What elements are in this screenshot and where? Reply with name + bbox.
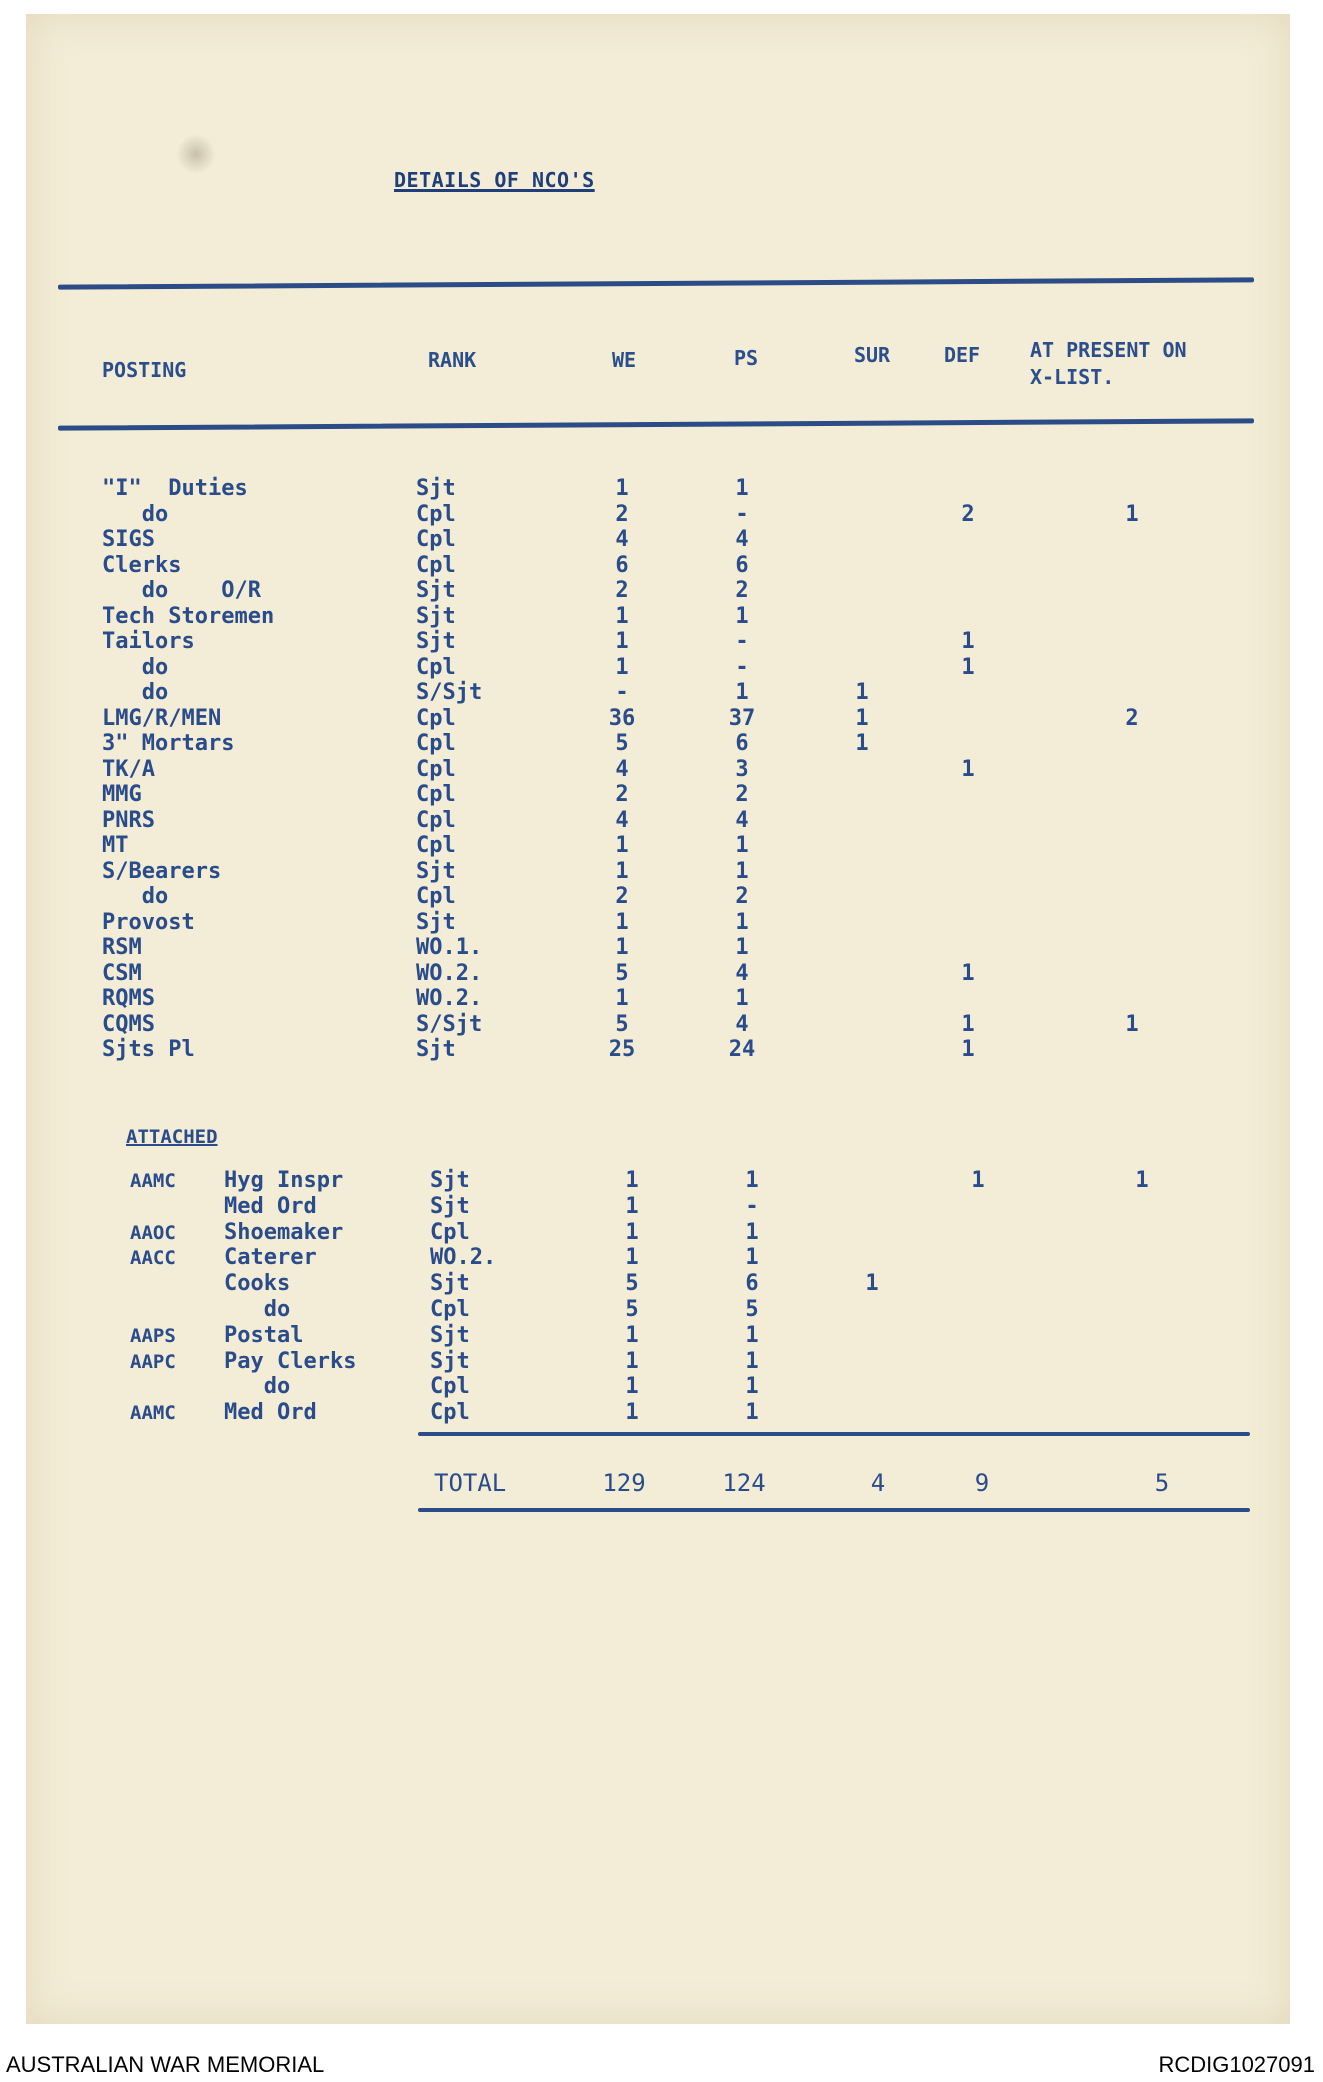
posting-cell: do — [224, 1297, 291, 1322]
rank-cell: S/Sjt — [416, 1011, 483, 1037]
ps-cell: 1 — [745, 1374, 759, 1400]
rank-cell: Cpl — [416, 756, 456, 782]
posting-cell: S/Bearers — [102, 858, 222, 884]
ps-cell: 1 — [745, 1348, 759, 1374]
rank-cell: Cpl — [430, 1374, 470, 1400]
we-cell: 1 — [615, 833, 629, 858]
total-ps: 124 — [722, 1469, 766, 1497]
def-cell: 2 — [961, 501, 975, 527]
table-row — [0, 833, 1323, 859]
rank-cell: Sjt — [430, 1193, 470, 1219]
total-top-rule — [418, 1432, 1250, 1436]
we-cell: 1 — [615, 909, 629, 935]
posting-cell: Pay Clerks — [224, 1348, 357, 1374]
posting-cell: do — [102, 654, 169, 680]
we-cell: 36 — [608, 705, 636, 731]
rank-cell: Sjt — [416, 476, 456, 501]
we-cell: 1 — [625, 1348, 639, 1374]
rank-cell: Sjt — [416, 603, 456, 629]
rank-cell: WO.1. — [416, 935, 483, 960]
def-cell: 1 — [961, 1037, 975, 1062]
corps-cell: AAMC — [130, 1402, 176, 1425]
rank-cell: Cpl — [416, 833, 456, 858]
ps-cell: 2 — [735, 578, 749, 603]
table-row — [0, 502, 1323, 528]
ps-cell: 1 — [735, 858, 749, 884]
table-row — [0, 629, 1323, 655]
ps-cell: - — [735, 654, 749, 680]
ps-cell: - — [735, 629, 749, 654]
posting-cell: "I" Duties — [102, 476, 248, 501]
xlist-cell: 1 — [1135, 1168, 1149, 1193]
def-cell: 1 — [961, 654, 975, 680]
total-row — [0, 1470, 1323, 1496]
ps-cell: 4 — [735, 1011, 749, 1037]
table-row — [0, 655, 1323, 681]
we-cell: 1 — [625, 1400, 639, 1426]
we-cell: 1 — [625, 1219, 639, 1245]
posting-cell: Shoemaker — [224, 1219, 344, 1245]
we-cell: 1 — [615, 629, 629, 654]
xlist-cell: 1 — [1125, 1011, 1139, 1037]
attached-heading: ATTACHED — [126, 1126, 218, 1148]
posting-cell: Postal — [224, 1322, 304, 1348]
table-row — [0, 553, 1323, 579]
attached-row — [0, 1194, 1323, 1220]
we-cell: 4 — [615, 807, 629, 833]
we-cell: 1 — [615, 603, 629, 629]
we-cell: 2 — [615, 578, 629, 603]
rank-cell: Cpl — [416, 731, 456, 756]
rank-cell: Cpl — [416, 807, 456, 833]
we-cell: 4 — [615, 756, 629, 782]
ps-cell: 1 — [735, 833, 749, 858]
ps-cell: 4 — [735, 960, 749, 986]
corps-cell: AAOC — [130, 1221, 176, 1244]
we-cell: 5 — [615, 960, 629, 986]
we-cell: - — [615, 680, 629, 705]
total-we: 129 — [602, 1469, 646, 1497]
header-posting: POSTING — [102, 358, 187, 382]
we-cell: 1 — [625, 1374, 639, 1400]
posting-cell: Med Ord — [224, 1193, 317, 1219]
table-row — [0, 731, 1323, 757]
table-row — [0, 1037, 1323, 1063]
table-row — [0, 476, 1323, 502]
header-ps: PS — [733, 346, 759, 370]
rank-cell: WO.2. — [430, 1245, 497, 1271]
total-xlist: 5 — [1154, 1469, 1170, 1497]
we-cell: 1 — [615, 986, 629, 1011]
ps-cell: 6 — [745, 1271, 759, 1297]
corps-cell: AAMC — [130, 1170, 176, 1192]
we-cell: 5 — [615, 1011, 629, 1037]
ps-cell: 3 — [735, 756, 749, 782]
header-xlist-line2: X-LIST. — [1030, 365, 1115, 389]
posting-cell: do — [102, 680, 169, 705]
sur-cell: 1 — [855, 731, 869, 756]
ps-cell: 1 — [735, 476, 749, 501]
we-cell: 5 — [625, 1297, 639, 1322]
def-cell: 1 — [971, 1168, 985, 1193]
paper-stain — [176, 134, 216, 174]
we-cell: 1 — [625, 1193, 639, 1219]
footer-institution: AUSTRALIAN WAR MEMORIAL — [6, 2052, 325, 2077]
we-cell: 1 — [615, 476, 629, 501]
we-cell: 1 — [615, 858, 629, 884]
sur-cell: 1 — [855, 705, 869, 731]
posting-cell: Med Ord — [224, 1400, 317, 1426]
table-row — [0, 680, 1323, 706]
posting-cell: TK/A — [102, 756, 155, 782]
def-cell: 1 — [961, 629, 975, 654]
table-row — [0, 527, 1323, 553]
posting-cell: do — [102, 884, 169, 909]
table-row — [0, 808, 1323, 834]
header-xlist-line1: AT PRESENT ON — [1030, 338, 1187, 362]
rank-cell: Cpl — [416, 527, 456, 552]
ps-cell: 6 — [735, 552, 749, 578]
attached-row — [0, 1297, 1323, 1323]
we-cell: 2 — [615, 884, 629, 909]
total-def: 9 — [974, 1469, 990, 1497]
we-cell: 4 — [615, 527, 629, 552]
ps-cell: 1 — [735, 935, 749, 960]
attached-row — [0, 1245, 1323, 1271]
rank-cell: Sjt — [430, 1271, 470, 1297]
ps-cell: - — [745, 1193, 759, 1219]
table-row — [0, 910, 1323, 936]
posting-cell: CSM — [102, 960, 142, 986]
rank-cell: S/Sjt — [416, 680, 483, 705]
ps-cell: 5 — [745, 1297, 759, 1322]
corps-cell: AAPC — [130, 1350, 176, 1373]
posting-cell: RQMS — [102, 986, 155, 1011]
we-cell: 1 — [615, 935, 629, 960]
posting-cell: PNRS — [102, 807, 155, 833]
posting-cell: do — [224, 1374, 291, 1400]
ps-cell: 37 — [728, 705, 756, 731]
we-cell: 1 — [615, 654, 629, 680]
posting-cell: Tech Storemen — [102, 603, 275, 629]
posting-cell: RSM — [102, 935, 142, 960]
attached-row — [0, 1374, 1323, 1400]
rank-cell: Cpl — [430, 1297, 470, 1322]
document-title: DETAILS OF NCO'S — [394, 168, 595, 192]
table-row — [0, 1012, 1323, 1038]
rank-cell: Cpl — [416, 782, 456, 807]
ps-cell: 4 — [735, 807, 749, 833]
we-cell: 2 — [615, 501, 629, 527]
we-cell: 1 — [625, 1322, 639, 1348]
table-row — [0, 884, 1323, 910]
ps-cell: 1 — [745, 1322, 759, 1348]
table-row — [0, 604, 1323, 630]
ps-cell: 1 — [745, 1400, 759, 1426]
table-row — [0, 935, 1323, 961]
ps-cell: 24 — [728, 1037, 756, 1062]
we-cell: 25 — [608, 1037, 636, 1062]
rank-cell: Cpl — [416, 501, 456, 527]
attached-row — [0, 1400, 1323, 1426]
posting-cell: Sjts Pl — [102, 1037, 195, 1062]
rank-cell: Sjt — [430, 1348, 470, 1374]
header-rank: RANK — [428, 348, 477, 372]
posting-cell: Cooks — [224, 1271, 291, 1297]
header-sur: SUR — [853, 343, 891, 367]
def-cell: 1 — [961, 960, 975, 986]
attached-row — [0, 1168, 1323, 1194]
we-cell: 5 — [615, 731, 629, 756]
rank-cell: Cpl — [416, 884, 456, 909]
table-row — [0, 859, 1323, 885]
rank-cell: Cpl — [416, 552, 456, 578]
posting-cell: do — [102, 501, 169, 527]
posting-cell: Provost — [102, 909, 195, 935]
def-cell: 1 — [961, 756, 975, 782]
total-sur: 4 — [870, 1469, 886, 1497]
ps-cell: 1 — [745, 1219, 759, 1245]
header-def: DEF — [943, 343, 981, 367]
rank-cell: Sjt — [416, 858, 456, 884]
posting-cell: MT — [102, 833, 129, 858]
header-we: WE — [611, 348, 637, 372]
ps-cell: 1 — [735, 986, 749, 1011]
posting-cell: do O/R — [102, 578, 261, 603]
we-cell: 5 — [625, 1271, 639, 1297]
rank-cell: Cpl — [416, 705, 456, 731]
table-row — [0, 986, 1323, 1012]
table-row — [0, 578, 1323, 604]
table-row — [0, 782, 1323, 808]
ps-cell: - — [735, 501, 749, 527]
ps-cell: 1 — [745, 1245, 759, 1271]
posting-cell: MMG — [102, 782, 142, 807]
sur-cell: 1 — [855, 680, 869, 705]
xlist-cell: 2 — [1125, 705, 1139, 731]
ps-cell: 6 — [735, 731, 749, 756]
def-cell: 1 — [961, 1011, 975, 1037]
ps-cell: 1 — [735, 909, 749, 935]
rank-cell: WO.2. — [416, 960, 483, 986]
xlist-cell: 1 — [1125, 501, 1139, 527]
rank-cell: Sjt — [430, 1168, 470, 1193]
ps-cell: 4 — [735, 527, 749, 552]
we-cell: 6 — [615, 552, 629, 578]
rank-cell: Cpl — [430, 1219, 470, 1245]
posting-cell: Caterer — [224, 1245, 317, 1271]
posting-cell: CQMS — [102, 1011, 155, 1037]
we-cell: 1 — [625, 1168, 639, 1193]
we-cell: 2 — [615, 782, 629, 807]
posting-cell: SIGS — [102, 527, 155, 552]
corps-cell: AAPS — [130, 1324, 176, 1347]
rank-cell: Sjt — [416, 909, 456, 935]
posting-cell: 3" Mortars — [102, 731, 235, 756]
posting-cell: Hyg Inspr — [224, 1168, 344, 1193]
we-cell: 1 — [625, 1245, 639, 1271]
ps-cell: 1 — [735, 680, 749, 705]
rank-cell: Sjt — [416, 578, 456, 603]
table-row — [0, 757, 1323, 783]
attached-row — [0, 1349, 1323, 1375]
posting-cell: Tailors — [102, 629, 195, 654]
table-row — [0, 706, 1323, 732]
rank-cell: WO.2. — [416, 986, 483, 1011]
footer-reference: RCDIG1027091 — [1158, 2052, 1315, 2077]
ps-cell: 1 — [735, 603, 749, 629]
rank-cell: Cpl — [416, 654, 456, 680]
ps-cell: 2 — [735, 884, 749, 909]
table-row — [0, 961, 1323, 987]
ps-cell: 2 — [735, 782, 749, 807]
attached-row — [0, 1220, 1323, 1246]
attached-row — [0, 1323, 1323, 1349]
posting-cell: Clerks — [102, 552, 182, 578]
total-label: TOTAL — [434, 1469, 507, 1497]
ps-cell: 1 — [745, 1168, 759, 1193]
attached-row — [0, 1271, 1323, 1297]
rank-cell: Sjt — [430, 1322, 470, 1348]
rank-cell: Sjt — [416, 629, 456, 654]
sur-cell: 1 — [865, 1271, 879, 1297]
corps-cell: AACC — [130, 1247, 176, 1270]
rank-cell: Sjt — [416, 1037, 456, 1062]
rank-cell: Cpl — [430, 1400, 470, 1426]
posting-cell: LMG/R/MEN — [102, 705, 222, 731]
total-bottom-rule — [418, 1508, 1250, 1512]
